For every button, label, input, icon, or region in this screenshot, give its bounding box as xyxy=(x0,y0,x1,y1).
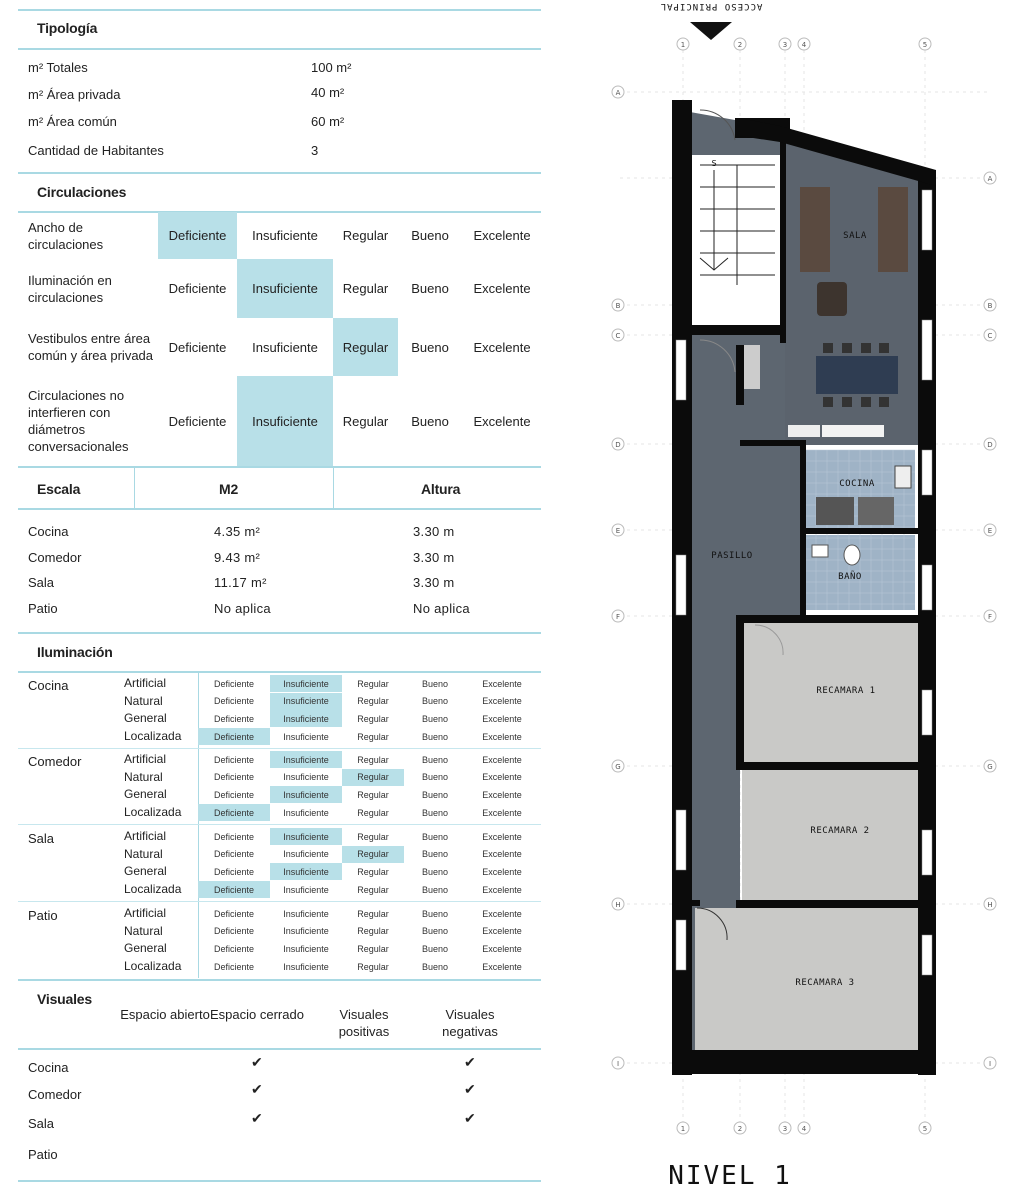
toilet xyxy=(844,545,860,565)
window xyxy=(676,340,686,400)
kitchenette xyxy=(742,345,760,389)
room-label: RECAMARA 1 xyxy=(816,686,876,696)
floor-plan xyxy=(600,0,1023,1188)
window xyxy=(922,190,932,250)
sink xyxy=(812,545,828,557)
bench xyxy=(788,425,820,437)
divider xyxy=(18,671,541,673)
section-title-circulaciones: Circulaciones xyxy=(37,184,127,200)
light-rating-option: Insuficiente xyxy=(283,807,329,818)
light-rating-option: Insuficiente xyxy=(283,961,329,972)
circulacion-label: Vestibulos entre área común y área privada xyxy=(28,331,154,363)
escala-room: Comedor xyxy=(28,550,82,565)
light-rating-option: Excelente xyxy=(482,678,522,689)
light-rating-option: Excelente xyxy=(482,926,522,937)
light-rating-option: Deficiente xyxy=(198,881,270,898)
rating-option: Bueno xyxy=(411,413,449,429)
light-rating-option: Deficiente xyxy=(198,804,270,821)
axis-number: 5 xyxy=(922,41,928,49)
axis-number: 4 xyxy=(801,41,807,49)
light-rating-option: Insuficiente xyxy=(283,943,329,954)
axis-letter: D xyxy=(987,441,993,449)
divider xyxy=(18,1180,541,1182)
tipologia-value: 40 m² xyxy=(311,85,345,100)
living-floor xyxy=(785,133,920,445)
wall xyxy=(690,325,785,335)
tipologia-value: 100 m² xyxy=(311,60,352,75)
light-rating-option: Excelente xyxy=(482,961,522,972)
m2-header: M2 xyxy=(219,481,239,497)
light-rating-option: Bueno xyxy=(421,908,449,919)
light-rating-option: Insuficiente xyxy=(270,863,342,880)
axis-number: 1 xyxy=(680,1125,686,1133)
light-type: Natural xyxy=(124,923,163,938)
room-label: RECAMARA 2 xyxy=(810,826,870,836)
chair xyxy=(879,343,889,353)
divider xyxy=(18,824,541,825)
window xyxy=(922,320,932,380)
rating-option: Excelente xyxy=(473,413,531,429)
axis-number: 4 xyxy=(801,1125,807,1133)
light-type: Natural xyxy=(124,769,163,784)
axis-letter: E xyxy=(615,527,621,535)
rating-option: Insuficiente xyxy=(237,376,333,466)
light-rating-option: Regular xyxy=(357,807,389,818)
visual-room: Cocina xyxy=(28,1060,69,1075)
window xyxy=(922,935,932,975)
light-rating-option: Excelente xyxy=(482,849,522,860)
axis-letter: D xyxy=(615,441,621,449)
light-rating-option: Regular xyxy=(357,866,389,877)
rating-option: Deficiente xyxy=(168,413,227,429)
light-rating-option: Bueno xyxy=(421,713,449,724)
rating-option: Excelente xyxy=(473,339,531,355)
iluminacion-room: Cocina xyxy=(28,678,69,693)
light-rating-option: Bueno xyxy=(421,926,449,937)
counter xyxy=(858,497,894,525)
light-rating-option: Regular xyxy=(357,789,389,800)
divider xyxy=(18,979,541,981)
section-title-iluminacion: Iluminación xyxy=(37,644,113,660)
axis-number: 2 xyxy=(737,41,743,49)
light-rating-option: Regular xyxy=(357,926,389,937)
chair xyxy=(842,397,852,407)
light-rating-option: Insuficiente xyxy=(270,693,342,710)
axis-letter: B xyxy=(615,302,621,310)
divider xyxy=(18,9,541,11)
sofa-right xyxy=(878,187,908,272)
axis-letter: I xyxy=(988,1060,992,1068)
light-type: General xyxy=(124,864,167,879)
check-icon: ✔ xyxy=(464,1054,476,1070)
section-title-tipologia: Tipología xyxy=(37,20,98,36)
check-icon: ✔ xyxy=(464,1081,476,1097)
light-rating-option: Deficiente xyxy=(213,831,255,842)
axis-letter: B xyxy=(987,302,993,310)
axis-number: 1 xyxy=(680,41,686,49)
light-rating-option: Excelente xyxy=(482,884,522,895)
rating-option: Regular xyxy=(342,228,389,243)
window xyxy=(922,450,932,495)
tipologia-label: Cantidad de Habitantes xyxy=(28,143,164,158)
light-rating-option: Excelente xyxy=(482,908,522,919)
light-rating-option: Insuficiente xyxy=(283,884,329,895)
wall xyxy=(800,528,920,534)
light-rating-option: Regular xyxy=(357,713,389,724)
light-rating-option: Regular xyxy=(357,961,389,972)
tipologia-label: m² Área común xyxy=(28,114,117,129)
axis-letter: G xyxy=(987,763,993,771)
escala-header: Escala xyxy=(37,481,81,497)
divider xyxy=(18,632,541,634)
escala-m2: 9.43 m² xyxy=(214,550,261,565)
light-type: General xyxy=(124,711,167,726)
iluminacion-room: Patio xyxy=(28,908,58,923)
entrance-arrow-icon xyxy=(690,22,732,40)
light-rating-option: Bueno xyxy=(421,731,449,742)
light-rating-option: Excelente xyxy=(482,807,522,818)
level-label: NIVEL 1 xyxy=(668,1161,792,1188)
wall xyxy=(736,900,920,908)
bench-2 xyxy=(822,425,884,437)
light-type: Localizada xyxy=(124,882,182,897)
rating-option: Insuficiente xyxy=(252,228,318,243)
axis-letter: H xyxy=(987,901,993,909)
sofa-left xyxy=(800,187,830,272)
altura-header: Altura xyxy=(421,481,461,497)
stair-mark: S xyxy=(711,159,717,168)
light-rating-option: Regular xyxy=(342,846,404,863)
light-rating-option: Bueno xyxy=(421,884,449,895)
axis-number: 5 xyxy=(922,1125,928,1133)
rating-option: Deficiente xyxy=(158,212,237,259)
light-rating-option: Insuficiente xyxy=(270,751,342,768)
escala-altura: 3.30 m xyxy=(413,550,455,565)
escala-m2: 11.17 m² xyxy=(214,575,267,590)
divider xyxy=(18,901,541,902)
axis-letter: I xyxy=(616,1060,620,1068)
chair xyxy=(861,397,871,407)
axis-letter: C xyxy=(987,332,993,340)
check-icon: ✔ xyxy=(251,1081,263,1097)
room-label: SALA xyxy=(843,231,867,241)
light-rating-option: Insuficiente xyxy=(270,828,342,845)
rating-option: Bueno xyxy=(411,339,449,355)
armchair xyxy=(817,282,847,316)
visual-column-header: Visuales positivas xyxy=(338,1007,390,1039)
light-type: Natural xyxy=(124,846,163,861)
divider xyxy=(18,508,541,510)
light-rating-option: Deficiente xyxy=(213,713,255,724)
light-rating-option: Regular xyxy=(357,754,389,765)
divider-vertical xyxy=(134,466,135,509)
light-type: Artificial xyxy=(124,752,167,766)
chair xyxy=(879,397,889,407)
light-rating-option: Regular xyxy=(357,908,389,919)
light-rating-option: Insuficiente xyxy=(283,926,329,937)
light-rating-option: Deficiente xyxy=(213,849,255,860)
visual-room: Sala xyxy=(28,1116,55,1131)
rating-option: Regular xyxy=(342,413,389,429)
light-rating-option: Excelente xyxy=(482,943,522,954)
floor-plan-drawing xyxy=(600,0,1023,1188)
rating-option: Excelente xyxy=(473,228,531,243)
room-label: BAÑO xyxy=(838,572,862,582)
light-rating-option: Deficiente xyxy=(213,789,255,800)
light-type: General xyxy=(124,787,167,802)
axis-letter: G xyxy=(615,763,621,771)
wall xyxy=(672,1050,936,1074)
wall xyxy=(736,345,744,405)
escala-room: Cocina xyxy=(28,524,69,539)
light-rating-option: Excelente xyxy=(482,831,522,842)
light-rating-option: Regular xyxy=(357,831,389,842)
room-label: PASILLO xyxy=(711,551,753,561)
rating-option: Bueno xyxy=(411,281,449,296)
axis-letter: H xyxy=(615,901,621,909)
axis-number: 3 xyxy=(782,1125,788,1133)
rating-option: Insuficiente xyxy=(252,339,318,355)
visual-column-header: Espacio abierto xyxy=(120,1007,210,1022)
light-rating-option: Deficiente xyxy=(213,772,255,783)
divider xyxy=(18,748,541,749)
chair xyxy=(823,343,833,353)
light-rating-option: Insuficiente xyxy=(283,849,329,860)
room-label: COCINA xyxy=(839,479,875,489)
light-rating-option: Deficiente xyxy=(213,943,255,954)
tipologia-label: m² Área privada xyxy=(28,87,121,102)
light-rating-option: Excelente xyxy=(482,789,522,800)
window xyxy=(922,690,932,735)
escala-room: Patio xyxy=(28,601,58,616)
light-rating-option: Deficiente xyxy=(213,754,255,765)
chair xyxy=(842,343,852,353)
escala-m2: 4.35 m² xyxy=(214,524,261,539)
light-rating-option: Excelente xyxy=(482,754,522,765)
divider xyxy=(18,172,541,174)
light-rating-option: Deficiente xyxy=(213,961,255,972)
light-rating-option: Deficiente xyxy=(213,926,255,937)
fridge xyxy=(895,466,911,488)
rating-option: Regular xyxy=(333,318,398,376)
stair-area xyxy=(692,155,780,325)
stove xyxy=(816,497,854,525)
light-rating-option: Bueno xyxy=(421,866,449,877)
axis-letter: F xyxy=(987,613,993,621)
light-rating-option: Deficiente xyxy=(213,908,255,919)
check-icon: ✔ xyxy=(251,1054,263,1070)
rating-option: Bueno xyxy=(411,228,449,243)
wall xyxy=(736,762,920,770)
escala-m2: No aplica xyxy=(214,601,271,616)
window xyxy=(676,920,686,970)
divider-vertical xyxy=(333,466,334,509)
entrance-label: ACCESO PRINCIPAL xyxy=(659,1,763,11)
wall xyxy=(736,615,744,770)
light-rating-option: Excelente xyxy=(482,696,522,707)
wall xyxy=(780,133,786,343)
light-rating-option: Bueno xyxy=(421,678,449,689)
light-rating-option: Deficiente xyxy=(213,866,255,877)
divider xyxy=(18,466,541,468)
circulacion-label: Ancho de circulaciones xyxy=(28,219,104,252)
room-label: RECAMARA 3 xyxy=(795,978,855,988)
tipologia-label: m² Totales xyxy=(28,60,88,75)
escala-altura: No aplica xyxy=(413,601,470,616)
light-type: Localizada xyxy=(124,805,182,820)
visual-column-header: Espacio cerrado xyxy=(210,1007,304,1022)
escala-altura: 3.30 m xyxy=(413,524,455,539)
circulacion-label: Iluminación en circulaciones xyxy=(28,272,112,305)
chair xyxy=(861,343,871,353)
check-icon: ✔ xyxy=(251,1110,263,1126)
light-rating-option: Insuficiente xyxy=(283,908,329,919)
window xyxy=(922,565,932,610)
light-rating-option: Bueno xyxy=(421,943,449,954)
light-rating-option: Bueno xyxy=(421,754,449,765)
light-rating-option: Bueno xyxy=(421,961,449,972)
rating-option: Insuficiente xyxy=(237,259,333,318)
light-rating-option: Excelente xyxy=(482,866,522,877)
light-rating-option: Regular xyxy=(357,943,389,954)
light-rating-option: Excelente xyxy=(482,713,522,724)
axis-letter: E xyxy=(987,527,993,535)
light-type: Artificial xyxy=(124,676,167,690)
tipologia-value: 3 xyxy=(311,143,319,158)
light-rating-option: Insuficiente xyxy=(270,710,342,727)
light-rating-option: Insuficiente xyxy=(283,772,329,783)
wall xyxy=(740,615,920,623)
light-rating-option: Bueno xyxy=(421,789,449,800)
wall xyxy=(740,440,800,446)
light-rating-option: Deficiente xyxy=(213,678,255,689)
light-rating-option: Bueno xyxy=(421,831,449,842)
light-rating-option: Bueno xyxy=(421,696,449,707)
circulacion-label: Circulaciones no interfieren con diámetros conversacionales xyxy=(28,388,129,454)
axis-letter: C xyxy=(615,332,621,340)
light-type: Localizada xyxy=(124,959,182,974)
visual-room: Patio xyxy=(28,1147,58,1162)
axis-letter: A xyxy=(615,89,621,97)
light-rating-option: Deficiente xyxy=(198,728,270,745)
light-type: Natural xyxy=(124,693,163,708)
visual-room: Comedor xyxy=(28,1087,82,1102)
light-type: Artificial xyxy=(124,906,167,920)
section-title-visuales: Visuales xyxy=(37,991,92,1007)
light-type: General xyxy=(124,941,167,956)
iluminacion-room: Comedor xyxy=(28,754,82,769)
escala-altura: 3.30 m xyxy=(413,575,455,590)
axis-number: 2 xyxy=(737,1125,743,1133)
check-icon: ✔ xyxy=(464,1110,476,1126)
light-rating-option: Regular xyxy=(357,731,389,742)
escala-room: Sala xyxy=(28,575,55,590)
axis-number: 3 xyxy=(782,41,788,49)
axis-letter: F xyxy=(615,613,621,621)
light-rating-option: Excelente xyxy=(482,772,522,783)
light-rating-option: Bueno xyxy=(421,849,449,860)
light-rating-option: Regular xyxy=(357,678,389,689)
light-rating-option: Insuficiente xyxy=(270,786,342,803)
rating-option: Regular xyxy=(342,281,389,296)
light-type: Localizada xyxy=(124,729,182,744)
tipologia-value: 60 m² xyxy=(311,114,345,129)
light-rating-option: Bueno xyxy=(421,807,449,818)
divider xyxy=(18,1048,541,1050)
light-rating-option: Regular xyxy=(357,884,389,895)
window xyxy=(922,830,932,875)
light-rating-option: Insuficiente xyxy=(283,731,329,742)
light-rating-option: Regular xyxy=(342,769,404,786)
window xyxy=(676,555,686,615)
axis-letter: A xyxy=(987,175,993,183)
iluminacion-room: Sala xyxy=(28,831,55,846)
light-rating-option: Insuficiente xyxy=(270,675,342,692)
divider xyxy=(18,48,541,50)
rating-option: Excelente xyxy=(473,281,531,296)
rating-option: Deficiente xyxy=(168,339,227,355)
light-rating-option: Regular xyxy=(357,696,389,707)
dining-table xyxy=(816,356,898,394)
window xyxy=(676,810,686,870)
light-type: Artificial xyxy=(124,829,167,843)
light-rating-option: Bueno xyxy=(421,772,449,783)
light-rating-option: Excelente xyxy=(482,731,522,742)
chair xyxy=(823,397,833,407)
rating-option: Deficiente xyxy=(168,281,227,296)
light-rating-option: Deficiente xyxy=(213,696,255,707)
visual-column-header: Visuales negativas xyxy=(442,1007,498,1039)
